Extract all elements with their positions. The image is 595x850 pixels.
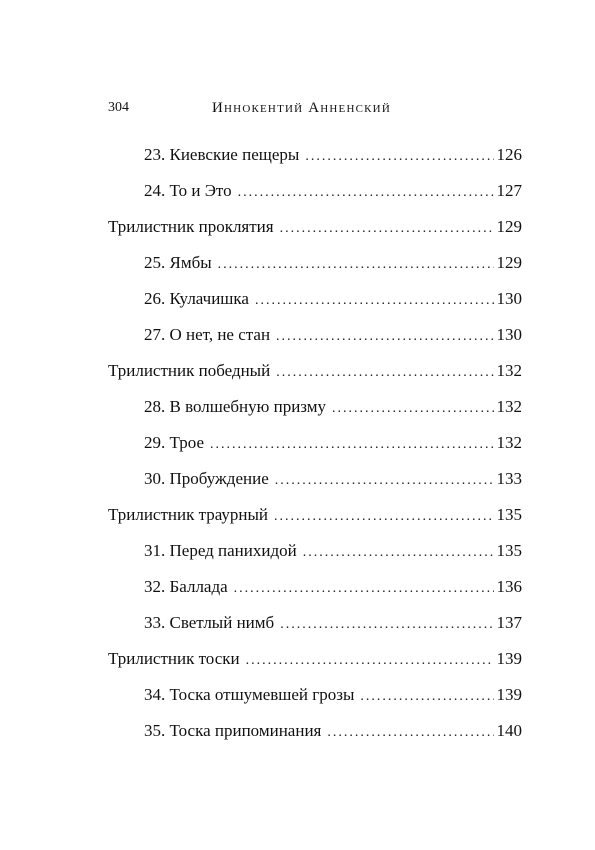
toc-entry-title: 27. О нет, не стан [144,325,271,344]
toc-poem-entry [108,720,522,756]
dot-leader [274,506,493,528]
dot-leader [210,434,494,456]
toc-entry-title: 26. Кулачишка [144,289,249,308]
toc-entry-title: Трилистник проклятия [108,217,274,236]
toc-entry-page-number: 127 [496,181,522,200]
toc-poem-entry [108,684,522,720]
toc-entry-page-number: 129 [496,217,522,236]
toc-poem-entry [108,612,522,648]
table-of-contents [108,144,522,756]
toc-poem-entry [108,180,522,216]
toc-entry-title: Трилистник траурный [108,505,269,524]
dot-leader [327,722,493,744]
dot-leader [305,146,493,168]
toc-entry-page-number: 130 [496,325,522,344]
toc-poem-entry [108,144,522,180]
dot-leader [332,398,493,420]
toc-poem-entry [108,288,522,324]
toc-section-entry [108,504,522,540]
dot-leader [255,290,494,312]
toc-entry-title: Трилистник победный [108,361,271,380]
toc-entry-title: 23. Киевские пещеры [144,145,300,164]
dot-leader [275,470,494,492]
dot-leader [218,254,494,276]
toc-poem-entry [108,540,522,576]
toc-entry-title: 35. Тоска припоминания [144,721,322,740]
toc-entry-page-number: 133 [496,469,522,488]
toc-poem-entry [108,468,522,504]
toc-entry-page-number: 140 [496,721,522,740]
toc-section-entry [108,360,522,396]
dot-leader [276,326,493,348]
dot-leader [276,362,493,384]
dot-leader [303,542,494,564]
toc-poem-entry [108,252,522,288]
dot-leader [238,182,494,204]
dot-leader [280,614,493,636]
toc-entry-page-number: 135 [496,541,522,560]
toc-entry-title: 30. Пробуждение [144,469,269,488]
toc-entry-title: 28. В волшебную призму [144,397,327,416]
toc-entry-title: 34. Тоска отшумевшей грозы [144,685,355,704]
running-head [108,100,522,122]
toc-entry-title: 24. То и Это [144,181,232,200]
toc-entry-page-number: 132 [496,397,522,416]
toc-poem-entry [108,576,522,612]
toc-entry-title: 32. Баллада [144,577,228,596]
toc-entry-page-number: 136 [496,577,522,596]
toc-entry-page-number: 132 [496,433,522,452]
page-number: 304 [108,100,129,115]
toc-poem-entry [108,324,522,360]
toc-section-entry [108,648,522,684]
toc-entry-title: 31. Перед панихидой [144,541,297,560]
toc-entry-page-number: 132 [496,361,522,380]
dot-leader [246,650,494,672]
dot-leader [234,578,494,600]
toc-section-entry [108,216,522,252]
dot-leader [280,218,494,240]
toc-entry-page-number: 135 [496,505,522,524]
toc-entry-title: 33. Светлый нимб [144,613,275,632]
toc-entry-title: Трилистник тоски [108,649,240,668]
toc-entry-page-number: 129 [496,253,522,272]
running-head-author: Иннокентий Анненский [212,100,391,116]
toc-entry-page-number: 137 [496,613,522,632]
toc-entry-page-number: 130 [496,289,522,308]
toc-entry-page-number: 139 [496,685,522,704]
toc-entry-title: 25. Ямбы [144,253,212,272]
toc-poem-entry [108,396,522,432]
dot-leader [360,686,493,708]
toc-entry-page-number: 126 [496,145,522,164]
toc-entry-title: 29. Трое [144,433,204,452]
toc-poem-entry [108,432,522,468]
toc-entry-page-number: 139 [496,649,522,668]
